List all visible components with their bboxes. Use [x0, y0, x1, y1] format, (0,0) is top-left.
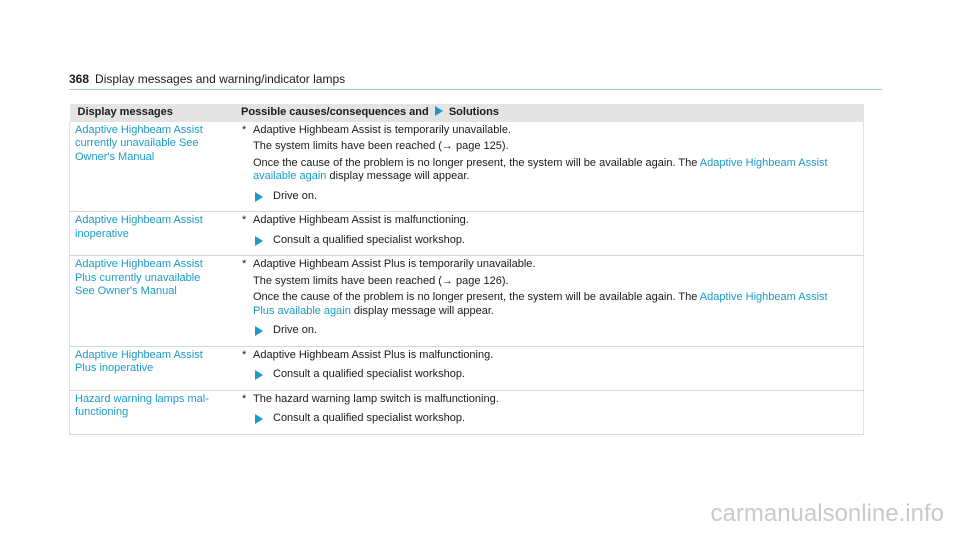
asterisk: *: [242, 123, 247, 136]
table-row: [70, 256, 864, 347]
action-text: Drive on.: [273, 324, 318, 336]
limit-line: [236, 140, 849, 154]
cause-line: [236, 349, 849, 363]
play-arrow-icon: [255, 326, 263, 336]
action-text: Consult a qualified specialist workshop.: [273, 412, 465, 424]
action-text: Drive on.: [273, 189, 318, 202]
action-step: [253, 234, 849, 248]
limit-line: [236, 275, 849, 289]
table-header-row: [70, 104, 864, 122]
table-row: [70, 212, 864, 256]
action-step: [253, 190, 849, 204]
play-arrow-icon: [255, 236, 263, 246]
cause-text: Adaptive Highbeam Assist is temporarily unavailable.: [253, 123, 512, 136]
causes-cell: [226, 212, 864, 256]
asterisk: *: [242, 258, 247, 270]
cause-line: [236, 124, 849, 138]
page-number: 368: [69, 72, 90, 86]
cause-line: [236, 214, 849, 228]
once-text: Once the cause of the problem is no longer present, the system will be available again. The: [253, 156, 698, 169]
causes-cell: [226, 346, 864, 390]
table-row: [70, 390, 864, 434]
asterisk: *: [242, 214, 247, 226]
display-messages-table: [69, 104, 864, 435]
col-header-display-messages: Display messages: [70, 104, 227, 122]
watermark: carmanualsonline.info: [710, 500, 944, 527]
action-text: Consult a qualified specialist workshop.: [273, 368, 465, 380]
play-arrow-icon: [255, 414, 263, 424]
asterisk: *: [242, 392, 247, 405]
once-text: Once the cause of the problem is no longer present, the system will be available again. The: [253, 291, 698, 303]
play-arrow-icon: [435, 106, 443, 116]
page-reference-link[interactable]: page 125).: [455, 140, 509, 152]
col-header-solutions-text: Solutions: [448, 106, 499, 118]
display-message: Hazard warning lamps mal-functioning: [70, 390, 227, 434]
action-text: Consult a qualified specialist workshop.: [273, 233, 465, 246]
once-suffix: display message will appear.: [353, 304, 494, 317]
limit-text: The system limits have been reached (: [253, 274, 442, 287]
display-message: Adaptive Highbeam Assist Plus currently unavailable See Owner's Manual: [70, 256, 227, 347]
table-row: [70, 346, 864, 390]
action-step: [253, 412, 849, 426]
action-step: [253, 324, 849, 338]
causes-cell: [226, 122, 864, 212]
ref-arrow: →: [441, 274, 453, 287]
highlighted-message: Adaptive Highbeam Assist Plus available again: [253, 291, 828, 317]
display-message: Adaptive Highbeam Assist Plus inoperative: [70, 346, 227, 390]
highlighted-message: Adaptive Highbeam Assist available again: [253, 156, 828, 182]
cause-line: [236, 393, 849, 407]
col-header-causes: [226, 104, 864, 122]
play-arrow-icon: [255, 192, 263, 202]
page-header: [69, 72, 882, 90]
ref-arrow: →: [441, 140, 453, 152]
table-row: [70, 122, 864, 212]
asterisk: *: [242, 348, 247, 361]
display-message: Adaptive Highbeam Assist currently unavailable See Owner's Manual: [70, 122, 227, 212]
col-header-causes-text: Possible causes/consequences and: [241, 106, 429, 118]
once-suffix: display message will appear.: [329, 170, 470, 182]
causes-cell: [226, 256, 864, 347]
action-step: [253, 368, 849, 382]
cause-line: [236, 258, 849, 272]
play-arrow-icon: [255, 370, 263, 380]
limit-text: The system limits have been reached (: [253, 140, 442, 152]
page-reference-link[interactable]: page 126).: [455, 274, 509, 287]
page-header-title: Display messages and warning/indicator lamps: [95, 72, 346, 86]
cause-text: Adaptive Highbeam Assist is malfunctioning.: [253, 214, 469, 226]
cause-text: Adaptive Highbeam Assist Plus is malfunctioning.: [253, 348, 494, 361]
cause-text: Adaptive Highbeam Assist Plus is temporarily unavailable.: [253, 258, 536, 270]
display-message: Adaptive Highbeam Assist inoperative: [70, 212, 227, 256]
cause-text: The hazard warning lamp switch is malfunctioning.: [253, 392, 499, 405]
causes-cell: [226, 390, 864, 434]
once-line: [236, 291, 849, 318]
once-line: [236, 157, 849, 184]
